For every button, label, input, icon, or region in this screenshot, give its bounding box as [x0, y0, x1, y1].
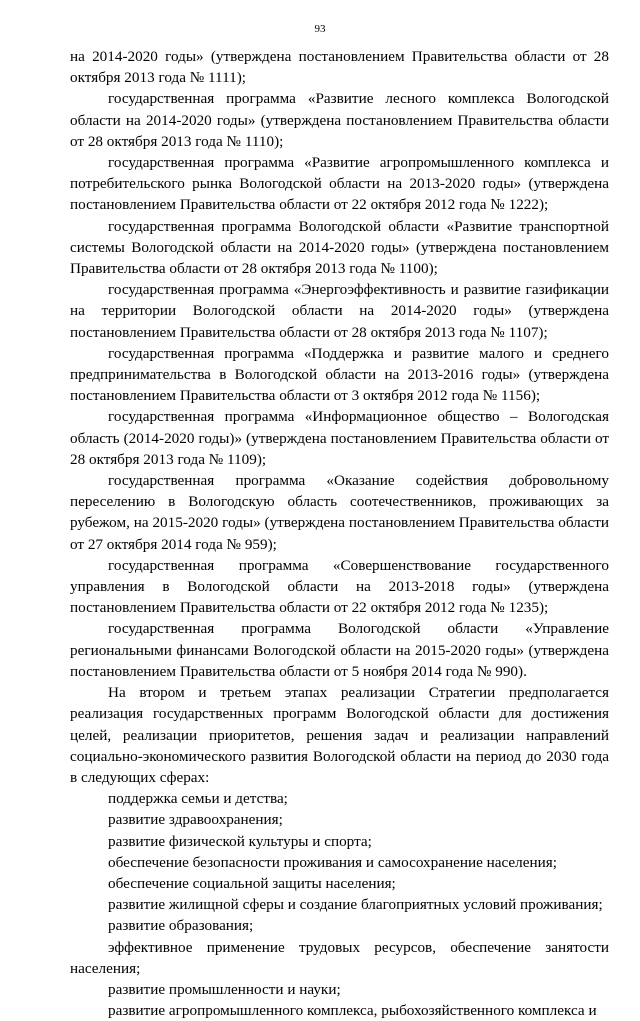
paragraph: государственная программа «Совершенствование государственного управления в Вологодской области на 2013-2018 годы» (утверждена постановлением Правительства области от 22 октября 2012 года № 1235); — [70, 556, 609, 617]
paragraph: развитие агропромышленного комплекса, рыбохозяйственного комплекса и — [108, 1002, 597, 1020]
paragraph: государственная программа «Оказание содействия добровольному переселению в Вологодскую область соотечественников, проживающих за рубежом, на 2015-2020 годы» (утверждена постановлением Правительства области от 27 октября 2014 года № 959); — [70, 472, 609, 553]
paragraph: государственная программа «Энергоэффективность и развитие газификации на территории Вологодской области на 2014-2020 годы» (утверждена постановлением Правительства области от 28 октября 2013 года № 1107); — [70, 281, 609, 341]
paragraph: государственная программа «Развитие агропромышленного комплекса и потребительского рынка Вологодской области на 2013-2020 годы» (утверждена постановлением Правительства области от 22 октября 2012 года № 1222); — [70, 154, 609, 214]
paragraph: поддержка семьи и детства; — [108, 790, 288, 808]
paragraph: государственная программа «Развитие лесного комплекса Вологодской области на 2014-2020 годы» (утверждена постановлением Правительства области от 28 октября 2013 года № 1110); — [70, 90, 609, 150]
paragraph: обеспечение безопасности проживания и самосохранение населения; — [108, 853, 557, 871]
paragraph: государственная программа «Информационное общество – Вологодская область (2014-2020 годы)» (утверждена постановлением Правительства области от 28 октября 2013 года № 1109); — [70, 408, 609, 468]
paragraph: развитие образования; — [108, 917, 254, 935]
paragraph: развитие промышленности и науки; — [108, 980, 341, 998]
paragraph: эффективное применение трудовых ресурсов, обеспечение занятости населения; — [70, 938, 609, 977]
paragraph: на 2014-2020 годы» (утверждена постановлением Правительства области от 28 октября 2013 года № 1111); — [70, 48, 609, 87]
paragraph: развитие жилищной сферы и создание благоприятных условий проживания; — [108, 896, 603, 914]
paragraph: государственная программа Вологодской области «Развитие транспортной системы Вологодской области на 2014-2020 годы» (утверждена постановлением Правительства области от 28 октября 2013 года № 1100); — [70, 217, 609, 278]
page-number: 93 — [314, 23, 326, 35]
paragraph: На втором и третьем этапах реализации Стратегии предполагается реализация государственных программ Вологодской области для достижения целей, реализации приоритетов, решения задач и реализации направлений социально-экономического развития Вологодской области на период до 2030 года в следующих сферах: — [70, 684, 609, 786]
paragraph: государственная программа Вологодской области «Управление региональными финансами Вологодской области на 2015-2020 годы» (утверждена постановлением Правительства области от 5 ноября 2014 года № 990). — [70, 620, 609, 680]
paragraph: развитие физической культуры и спорта; — [108, 832, 372, 850]
paragraph: государственная программа «Поддержка и развитие малого и среднего предпринимательства в Вологодской области на 2013-2016 годы» (утверждена постановлением Правительства области от 3 октября 2012 года № 1156); — [70, 344, 609, 405]
paragraph: обеспечение социальной защиты населения; — [108, 874, 396, 892]
document-body — [70, 46, 609, 1021]
paragraph: развитие здравоохранения; — [108, 811, 283, 829]
